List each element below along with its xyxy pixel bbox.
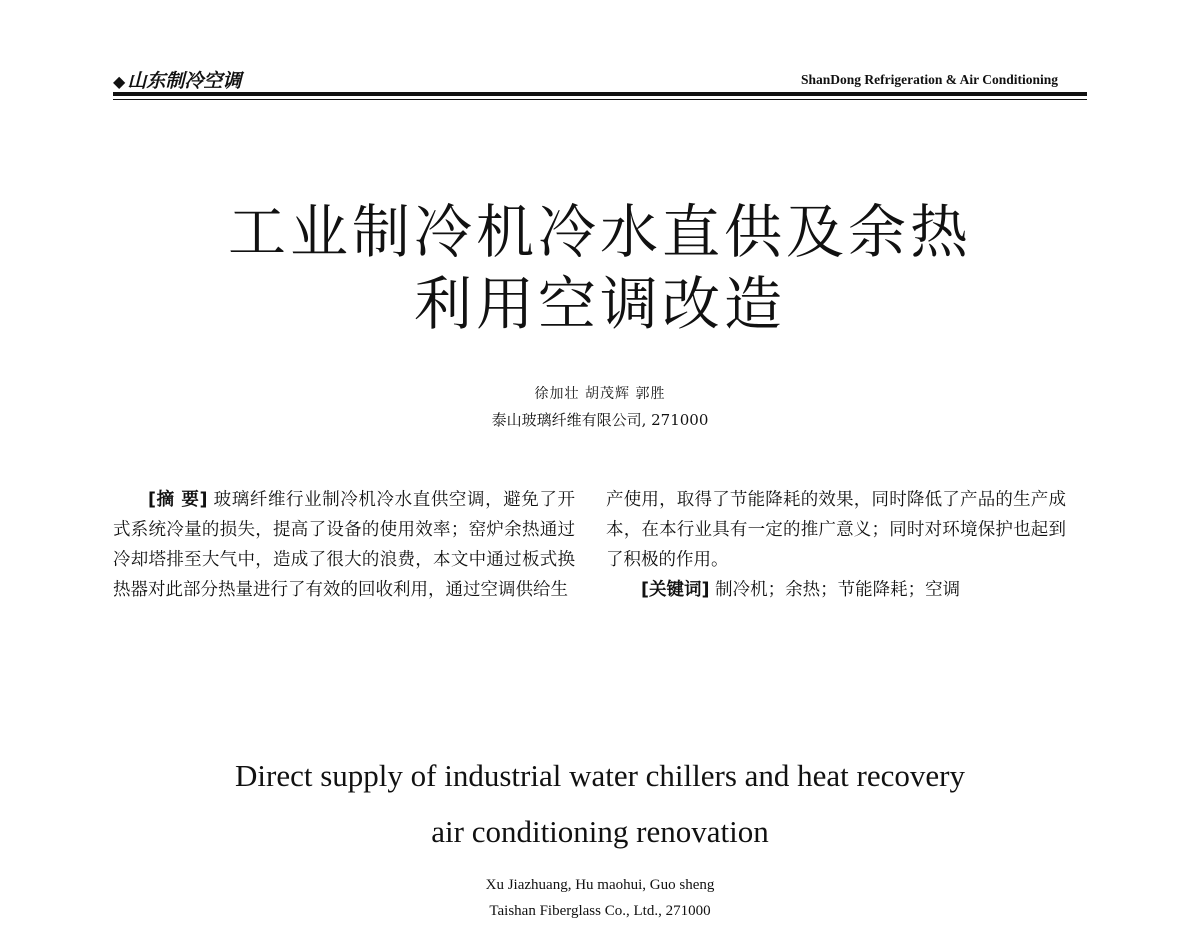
header-rule-thin xyxy=(113,99,1087,100)
journal-name-cn xyxy=(113,66,241,93)
paper-title-cn xyxy=(0,196,1200,340)
affiliation-en: Taishan Fiberglass Co., Ltd., 271000 xyxy=(489,903,711,919)
abstract-right-column xyxy=(606,485,1066,605)
journal-name-cn-text: 山东制冷空调 xyxy=(127,70,242,92)
abstract-text-right: 产使用，取得了节能降耗的效果，同时降低了产品的生产成本，在本行业具有一定的推广意义；同时对环境保护也起到了积极的作用。 xyxy=(606,490,1066,570)
abstract-text-left: 玻璃纤维行业制冷机冷水直供空调，避免了开式系统冷量的损失，提高了设备的使用效率；窑炉余热通过冷却塔排至大气中，造成了很大的浪费，本文中通过板式换热器对此部分热量进行了有效的回收利用，通过空调供给生 xyxy=(113,490,575,600)
paper-title-line2: 利用空调改造 xyxy=(413,270,786,338)
keywords-paragraph xyxy=(606,575,1066,605)
paper-title-en xyxy=(0,748,1200,860)
keywords-text: 制冷机；余热；节能降耗；空调 xyxy=(715,580,961,600)
paper-title-line1: 工业制冷机冷水直供及余热 xyxy=(227,198,972,266)
abstract-paragraph xyxy=(113,485,575,605)
paper-title-en-line2: air conditioning renovation xyxy=(431,814,769,849)
affiliation-cn: 泰山玻璃纤维有限公司, 271000 xyxy=(491,411,709,429)
journal-name-en: ShanDong Refrigeration & Air Conditioning xyxy=(800,72,1058,87)
authors-en: Xu Jiazhuang, Hu maohui, Guo sheng xyxy=(485,877,715,893)
paper-title-en-line1: Direct supply of industrial water chillers and heat recovery xyxy=(235,758,965,793)
diamond-icon: ◆ xyxy=(113,72,126,91)
header-rule-thick xyxy=(113,92,1087,96)
abstract-label: [摘 要] xyxy=(148,490,208,510)
abstract-left-column xyxy=(113,485,575,605)
authors-cn: 徐加壮 胡茂辉 郭胜 xyxy=(534,386,666,402)
keywords-label: [关键词] xyxy=(641,580,710,600)
